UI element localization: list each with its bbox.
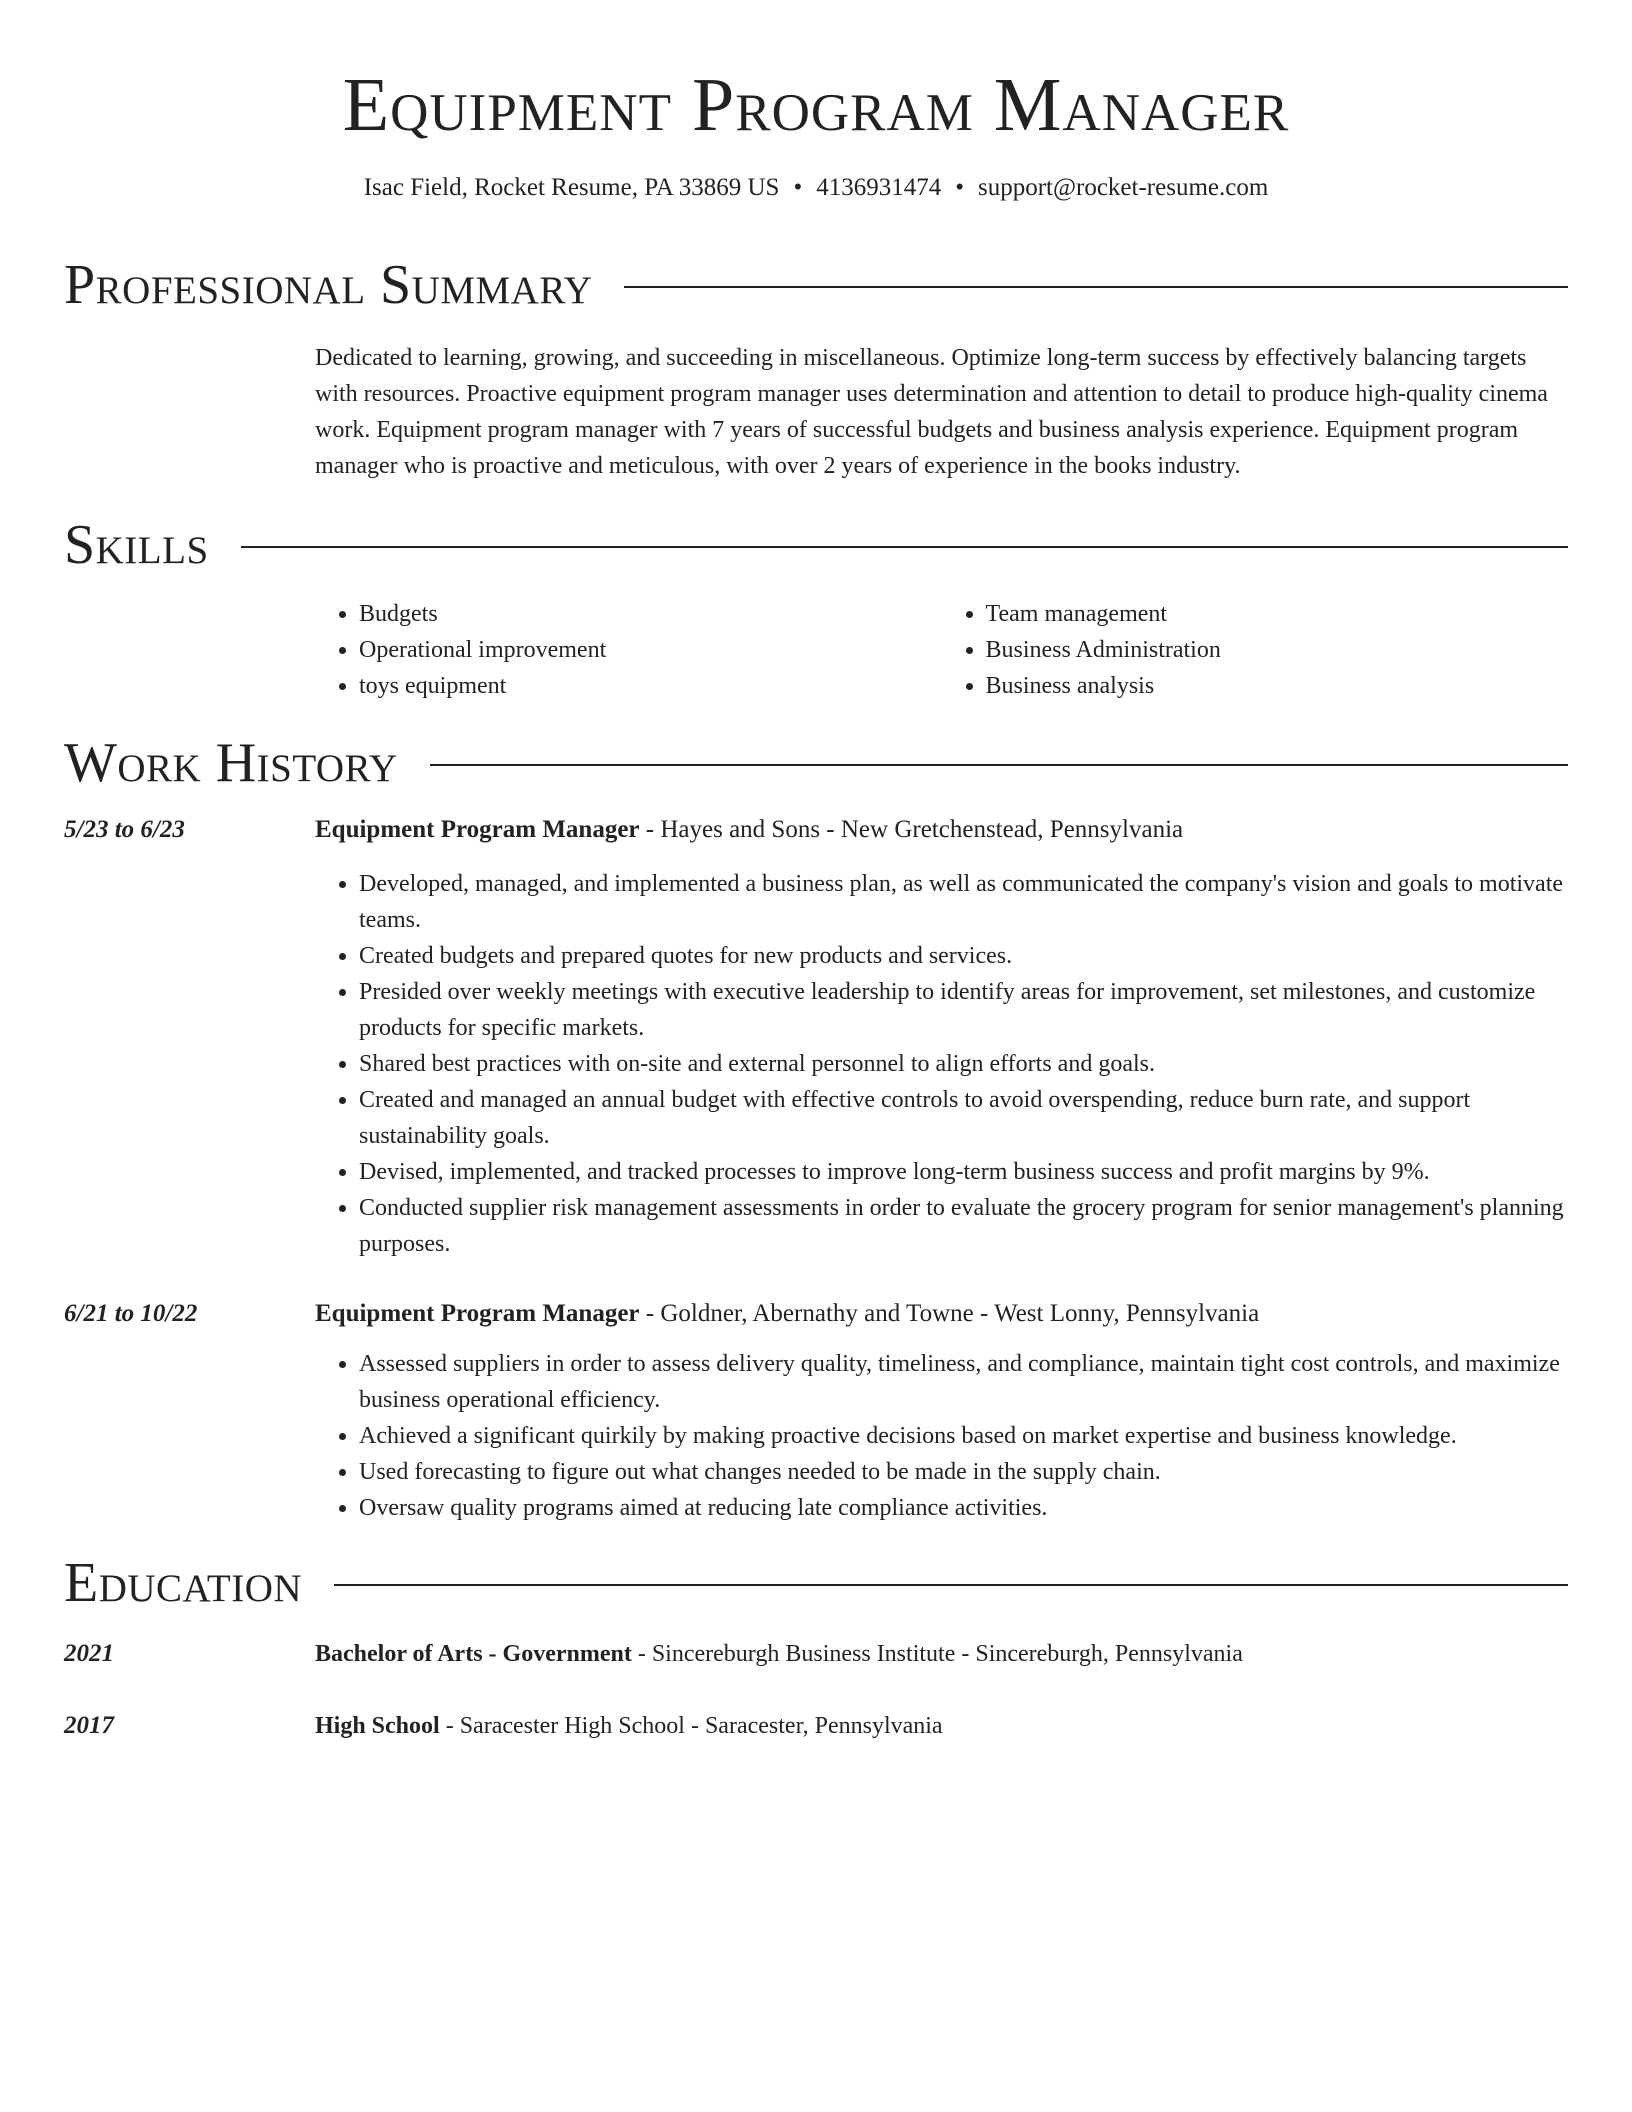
education-details: - Saracester High School - Saracester, Pennsylvania (439, 1713, 943, 1739)
job-bullet: • Presided over weekly meetings with executive leadership to identify areas for improvement, set milestones, and customize products for specific markets. (359, 974, 1568, 1046)
job-details: - Hayes and Sons - New Gretchenstead, Pennsylvania (639, 816, 1184, 843)
section-title-education: Education (64, 1552, 303, 1614)
job-dates: 5/23 to 6/23 (64, 816, 185, 843)
summary-row (64, 340, 1568, 484)
job-title-line (315, 812, 1568, 848)
education-details: - Sincereburgh Business Institute - Sincereburgh, Pennsylvania (631, 1641, 1243, 1667)
job-entry (64, 1296, 1568, 1526)
section-divider (430, 764, 1568, 766)
job-title: Equipment Program Manager (315, 816, 640, 843)
job-bullets (315, 1346, 1568, 1526)
contact-email: support@rocket-resume.com (977, 174, 1269, 201)
job-bullet: • Achieved a significant quirkily by making proactive decisions based on market expertise and business knowledge. (359, 1418, 1568, 1454)
job-bullet: • Conducted supplier risk management assessments in order to evaluate the grocery program for senior management's planning purposes. (359, 1190, 1568, 1262)
skills-column-2 (942, 596, 1569, 704)
job-bullet: • Created budgets and prepared quotes for new products and services. (359, 938, 1568, 974)
skill-item: • Budgets (359, 596, 942, 632)
job-bullet: • Developed, managed, and implemented a business plan, as well as communicated the company's vision and goals to motivate teams. (359, 866, 1568, 938)
contact-phone: 4136931474 (816, 174, 942, 201)
education-year: 2017 (64, 1712, 114, 1739)
education-entry (64, 1708, 1568, 1744)
page-title: Equipment Program Manager (342, 63, 1290, 147)
skill-item: • Operational improvement (359, 632, 942, 668)
skills-column-1 (315, 596, 942, 704)
skill-item: • Business analysis (986, 668, 1569, 704)
job-bullets (315, 866, 1568, 1262)
section-title-skills: Skills (64, 514, 209, 576)
section-header-education (64, 1548, 1568, 1618)
summary-text: Dedicated to learning, growing, and succeeding in miscellaneous. Optimize long-term success by effectively balancing targets with resources. Proactive equipment program manager uses determination and attention to detail to produce high-quality cinema work. Equipment program manager with 7 years of successful budgets and business analysis experience. Equipment program manager who is proactive and meticulous, with over 2 years of experience in the books industry. (315, 345, 1548, 479)
education-entry (64, 1636, 1568, 1672)
section-title-summary: Professional Summary (64, 254, 593, 316)
job-body (315, 812, 1568, 1262)
section-divider (241, 546, 1568, 548)
skill-item: • toys equipment (359, 668, 942, 704)
job-bullet: • Oversaw quality programs aimed at reducing late compliance activities. (359, 1490, 1568, 1526)
job-bullet: • Devised, implemented, and tracked processes to improve long-term business success and profit margins by 9%. (359, 1154, 1568, 1190)
skills-grid (315, 596, 1568, 704)
summary-spacer (64, 340, 315, 484)
section-divider (334, 1584, 1568, 1586)
job-dates: 6/21 to 10/22 (64, 1300, 198, 1327)
section-header-skills (64, 510, 1568, 580)
separator-bullet: • (955, 174, 964, 201)
job-bullet: • Used forecasting to figure out what changes needed to be made in the supply chain. (359, 1454, 1568, 1490)
education-degree: High School (315, 1713, 440, 1739)
skills-spacer (64, 596, 315, 704)
job-title-line (315, 1296, 1568, 1332)
job-body (315, 1296, 1568, 1526)
job-title: Equipment Program Manager (315, 1300, 640, 1327)
job-bullet: • Shared best practices with on-site and external personnel to align efforts and goals. (359, 1046, 1568, 1082)
separator-bullet: • (793, 174, 803, 201)
section-title-work: Work History (64, 732, 398, 794)
section-header-summary (64, 250, 1568, 320)
education-year: 2021 (64, 1640, 114, 1667)
education-line (315, 1708, 1568, 1744)
skill-item: • Team management (986, 596, 1569, 632)
contact-address: Isac Field, Rocket Resume, PA 33869 US (363, 174, 780, 201)
job-bullet: • Assessed suppliers in order to assess delivery quality, timeliness, and compliance, maintain tight cost controls, and maximize business operational efficiency. (359, 1346, 1568, 1418)
section-divider (624, 286, 1568, 288)
section-header-work (64, 728, 1568, 798)
skill-item: • Business Administration (986, 632, 1569, 668)
contact-line (64, 170, 1568, 206)
job-entry (64, 812, 1568, 1262)
skills-row (64, 596, 1568, 704)
job-details: - Goldner, Abernathy and Towne - West Lonny, Pennsylvania (639, 1300, 1260, 1327)
education-line (315, 1636, 1568, 1672)
education-degree: Bachelor of Arts - Government (315, 1641, 632, 1667)
job-bullet: • Created and managed an annual budget with effective controls to avoid overspending, reduce burn rate, and support sustainability goals. (359, 1082, 1568, 1154)
